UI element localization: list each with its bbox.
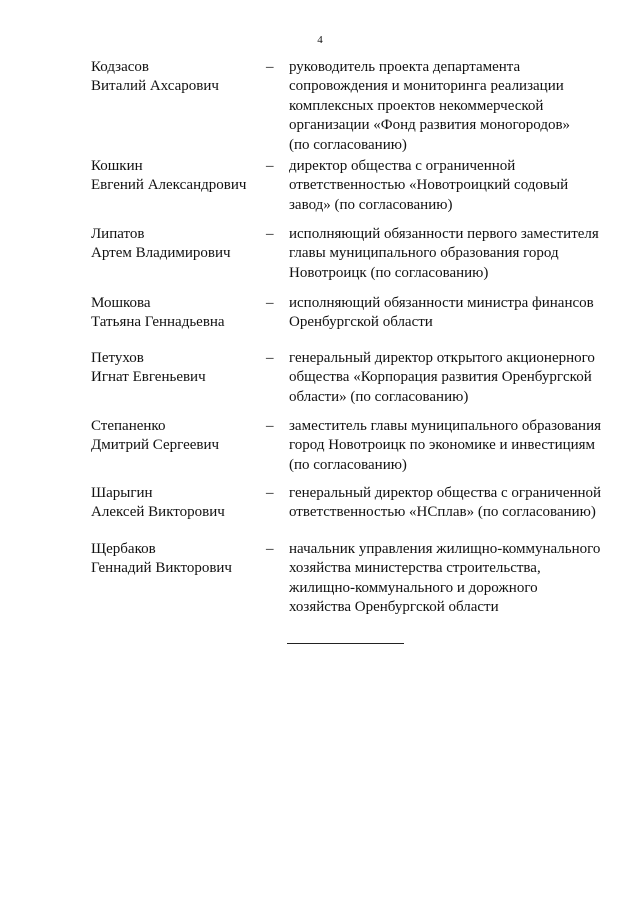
position-line: общества «Корпорация развития Оренбургской bbox=[289, 369, 592, 386]
position-line: исполняющий обязанности первого заместителя bbox=[289, 226, 599, 242]
member-position bbox=[289, 540, 619, 618]
position-line: сопровождения и мониторинга реализации bbox=[289, 78, 564, 95]
position-line: руководитель проекта департамента bbox=[289, 59, 521, 75]
member-given-names: Дмитрий Сергеевич bbox=[91, 437, 220, 454]
member-dash: – bbox=[266, 59, 274, 75]
member-given-names: Геннадий Викторович bbox=[91, 560, 232, 577]
member-given-names: Виталий Ахсарович bbox=[91, 78, 219, 95]
position-line: директор общества с ограниченной bbox=[289, 158, 516, 174]
position-line: начальник управления жилищно-коммунального bbox=[289, 541, 601, 557]
page-number: 4 bbox=[317, 34, 323, 46]
member-given-names: Артем Владимирович bbox=[91, 245, 231, 262]
member-surname: Щербаков bbox=[91, 541, 156, 557]
member-dash: – bbox=[266, 295, 274, 311]
member-position bbox=[289, 417, 619, 475]
member-dash: – bbox=[266, 541, 274, 557]
member-name bbox=[91, 294, 261, 333]
position-line: завод» (по согласованию) bbox=[289, 196, 453, 213]
member-name bbox=[91, 349, 261, 388]
position-line: Новотроицк (по согласованию) bbox=[289, 264, 489, 281]
member-dash: – bbox=[266, 226, 274, 242]
member-position bbox=[289, 157, 619, 215]
member-position bbox=[289, 484, 619, 523]
member-position bbox=[289, 294, 619, 333]
position-line: хозяйства Оренбургской области bbox=[289, 599, 499, 616]
position-line: заместитель главы муниципального образования bbox=[289, 418, 602, 434]
member-surname: Липатов bbox=[91, 226, 145, 242]
member-surname: Кодзасов bbox=[91, 59, 149, 75]
position-line: главы муниципального образования город bbox=[289, 245, 559, 262]
member-surname: Мошкова bbox=[91, 295, 151, 311]
member-surname: Петухов bbox=[91, 350, 144, 366]
end-of-list-rule bbox=[287, 643, 404, 644]
position-line: город Новотроицк по экономике и инвестициям bbox=[289, 437, 596, 454]
position-line: организации «Фонд развития моногородов» bbox=[289, 117, 571, 134]
member-position bbox=[289, 225, 619, 283]
position-line: жилищно-коммунального и дорожного bbox=[289, 579, 538, 596]
member-position bbox=[289, 58, 619, 155]
member-name bbox=[91, 417, 261, 456]
position-line: исполняющий обязанности министра финансов bbox=[289, 295, 594, 311]
member-dash: – bbox=[266, 158, 274, 174]
member-name bbox=[91, 540, 261, 579]
member-given-names: Евгений Александрович bbox=[91, 177, 247, 194]
position-line: хозяйства министерства строительства, bbox=[289, 560, 541, 577]
position-line: генеральный директор общества с ограниченной bbox=[289, 485, 602, 501]
member-given-names: Алексей Викторович bbox=[91, 504, 225, 521]
member-name bbox=[91, 484, 261, 523]
member-position bbox=[289, 349, 619, 407]
position-line: ответственностью «НСплав» (по согласованию) bbox=[289, 504, 596, 521]
position-line: комплексных проектов некоммерческой bbox=[289, 97, 544, 114]
member-name bbox=[91, 157, 261, 196]
member-surname: Степаненко bbox=[91, 418, 166, 434]
member-name bbox=[91, 225, 261, 264]
member-given-names: Игнат Евгеньевич bbox=[91, 369, 206, 386]
position-line: генеральный директор открытого акционерного bbox=[289, 350, 595, 366]
member-name bbox=[91, 58, 261, 97]
position-line: Оренбургской области bbox=[289, 314, 433, 331]
member-given-names: Татьяна Геннадьевна bbox=[91, 314, 225, 331]
position-line: ответственностью «Новотроицкий содовый bbox=[289, 177, 569, 194]
member-dash: – bbox=[266, 418, 274, 434]
member-dash: – bbox=[266, 485, 274, 501]
member-surname: Кошкин bbox=[91, 158, 143, 174]
position-line: области» (по согласованию) bbox=[289, 388, 469, 405]
position-line: (по согласованию) bbox=[289, 136, 407, 153]
member-surname: Шарыгин bbox=[91, 485, 153, 501]
member-dash: – bbox=[266, 350, 274, 366]
position-line: (по согласованию) bbox=[289, 456, 407, 473]
